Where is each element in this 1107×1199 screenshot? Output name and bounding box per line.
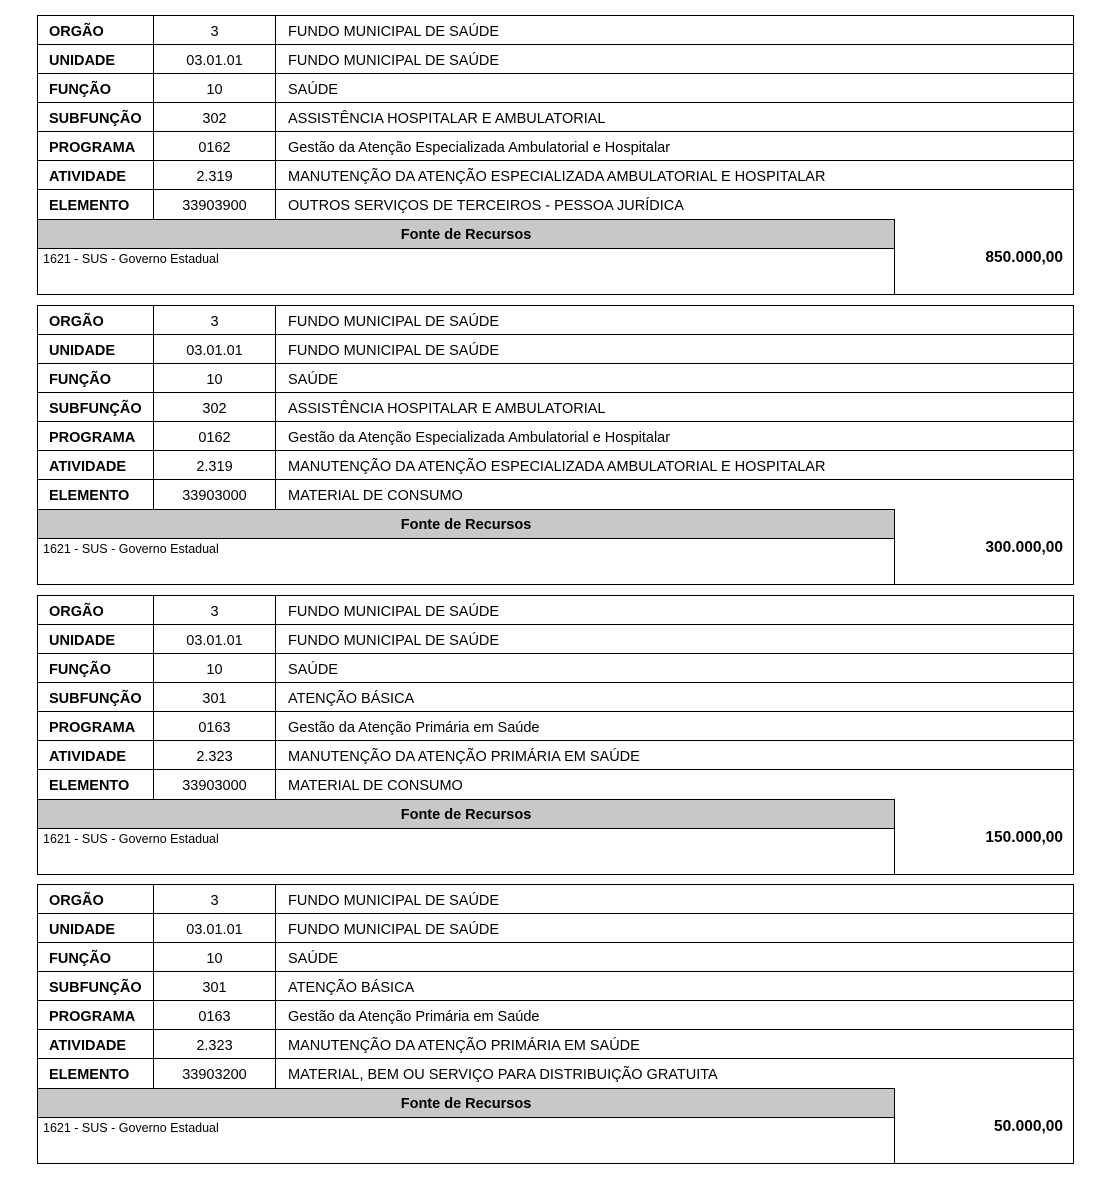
elemento-code: 33903200 — [154, 1059, 276, 1088]
subfuncao-label: SUBFUNÇÃO — [38, 103, 154, 131]
fonte-de-recursos-value: 1621 - SUS - Governo Estadual — [43, 832, 219, 846]
row-programa — [38, 132, 1073, 161]
row-atividade — [38, 451, 1073, 480]
funcao-label: FUNÇÃO — [38, 654, 154, 682]
programa-label: PROGRAMA — [38, 132, 154, 160]
budget-entry — [37, 884, 1074, 1164]
amount-value: 850.000,00 — [985, 249, 1063, 266]
elemento-code: 33903900 — [154, 190, 276, 219]
programa-code: 0163 — [154, 1001, 276, 1029]
unidade-description: FUNDO MUNICIPAL DE SAÚDE — [288, 53, 500, 69]
atividade-description: MANUTENÇÃO DA ATENÇÃO PRIMÁRIA EM SAÚDE — [288, 749, 640, 765]
row-subfuncao — [38, 393, 1073, 422]
subfuncao-code: 301 — [154, 683, 276, 711]
subfuncao-description: ATENÇÃO BÁSICA — [288, 980, 415, 996]
row-atividade — [38, 161, 1073, 190]
programa-code: 0162 — [154, 422, 276, 450]
subfuncao-code: 302 — [154, 393, 276, 421]
row-funcao — [38, 364, 1073, 393]
orgao-code: 3 — [154, 306, 276, 334]
subfuncao-description: ASSISTÊNCIA HOSPITALAR E AMBULATORIAL — [288, 401, 606, 417]
funcao-label: FUNÇÃO — [38, 74, 154, 102]
subfuncao-description: ASSISTÊNCIA HOSPITALAR E AMBULATORIAL — [288, 111, 606, 127]
row-unidade — [38, 335, 1073, 364]
orgao-label: ORGÃO — [38, 306, 154, 334]
atividade-label: ATIVIDADE — [38, 451, 154, 479]
row-programa — [38, 712, 1073, 741]
budget-entry — [37, 595, 1074, 875]
fonte-de-recursos-cell — [38, 249, 895, 294]
programa-label: PROGRAMA — [38, 422, 154, 450]
funcao-label: FUNÇÃO — [38, 364, 154, 392]
fonte-de-recursos-value: 1621 - SUS - Governo Estadual — [43, 252, 219, 266]
unidade-label: UNIDADE — [38, 335, 154, 363]
elemento-code: 33903000 — [154, 480, 276, 509]
row-programa — [38, 422, 1073, 451]
atividade-label: ATIVIDADE — [38, 161, 154, 189]
subfuncao-code: 301 — [154, 972, 276, 1000]
atividade-code: 2.323 — [154, 1030, 276, 1058]
atividade-description: MANUTENÇÃO DA ATENÇÃO PRIMÁRIA EM SAÚDE — [288, 1038, 640, 1054]
row-elemento — [38, 770, 1073, 799]
elemento-label: ELEMENTO — [38, 480, 154, 509]
amount-value: 300.000,00 — [985, 539, 1063, 556]
row-funcao — [38, 943, 1073, 972]
row-unidade — [38, 625, 1073, 654]
row-subfuncao — [38, 103, 1073, 132]
fonte-de-recursos-value: 1621 - SUS - Governo Estadual — [43, 1121, 219, 1135]
atividade-description: MANUTENÇÃO DA ATENÇÃO ESPECIALIZADA AMBULATORIAL E HOSPITALAR — [288, 169, 826, 185]
unidade-label: UNIDADE — [38, 45, 154, 73]
budget-entry — [37, 15, 1074, 295]
programa-description: Gestão da Atenção Especializada Ambulatorial e Hospitalar — [288, 430, 671, 446]
orgao-code: 3 — [154, 16, 276, 44]
row-orgao — [38, 596, 1073, 625]
row-orgao — [38, 16, 1073, 45]
elemento-description: MATERIAL DE CONSUMO — [288, 488, 463, 504]
funcao-label: FUNÇÃO — [38, 943, 154, 971]
row-atividade — [38, 1030, 1073, 1059]
row-elemento — [38, 480, 1073, 509]
row-elemento — [38, 190, 1073, 219]
subfuncao-label: SUBFUNÇÃO — [38, 972, 154, 1000]
unidade-description: FUNDO MUNICIPAL DE SAÚDE — [288, 922, 500, 938]
subfuncao-label: SUBFUNÇÃO — [38, 393, 154, 421]
row-atividade — [38, 741, 1073, 770]
elemento-label: ELEMENTO — [38, 1059, 154, 1088]
unidade-description: FUNDO MUNICIPAL DE SAÚDE — [288, 633, 500, 649]
row-orgao — [38, 885, 1073, 914]
budget-entry — [37, 305, 1074, 585]
subfuncao-code: 302 — [154, 103, 276, 131]
fonte-de-recursos-header: Fonte de Recursos — [38, 219, 895, 249]
row-subfuncao — [38, 683, 1073, 712]
programa-label: PROGRAMA — [38, 1001, 154, 1029]
funcao-code: 10 — [154, 74, 276, 102]
orgao-label: ORGÃO — [38, 16, 154, 44]
elemento-description: MATERIAL, BEM OU SERVIÇO PARA DISTRIBUIÇÃO GRATUITA — [288, 1067, 718, 1083]
funcao-code: 10 — [154, 364, 276, 392]
atividade-label: ATIVIDADE — [38, 741, 154, 769]
atividade-label: ATIVIDADE — [38, 1030, 154, 1058]
elemento-label: ELEMENTO — [38, 770, 154, 799]
orgao-description: FUNDO MUNICIPAL DE SAÚDE — [288, 893, 500, 909]
funcao-description: SAÚDE — [288, 662, 338, 678]
row-unidade — [38, 45, 1073, 74]
elemento-code: 33903000 — [154, 770, 276, 799]
atividade-code: 2.319 — [154, 161, 276, 189]
orgao-code: 3 — [154, 596, 276, 624]
fonte-de-recursos-cell — [38, 829, 895, 874]
atividade-description: MANUTENÇÃO DA ATENÇÃO ESPECIALIZADA AMBULATORIAL E HOSPITALAR — [288, 459, 826, 475]
elemento-description: OUTROS SERVIÇOS DE TERCEIROS - PESSOA JURÍDICA — [288, 198, 684, 214]
subfuncao-description: ATENÇÃO BÁSICA — [288, 691, 415, 707]
programa-description: Gestão da Atenção Primária em Saúde — [288, 1009, 540, 1025]
atividade-code: 2.319 — [154, 451, 276, 479]
subfuncao-label: SUBFUNÇÃO — [38, 683, 154, 711]
programa-description: Gestão da Atenção Especializada Ambulatorial e Hospitalar — [288, 140, 671, 156]
programa-description: Gestão da Atenção Primária em Saúde — [288, 720, 540, 736]
orgao-code: 3 — [154, 885, 276, 913]
row-funcao — [38, 654, 1073, 683]
unidade-code: 03.01.01 — [154, 45, 276, 73]
row-elemento — [38, 1059, 1073, 1088]
atividade-code: 2.323 — [154, 741, 276, 769]
amount-value: 50.000,00 — [994, 1118, 1063, 1135]
unidade-label: UNIDADE — [38, 625, 154, 653]
row-funcao — [38, 74, 1073, 103]
orgao-label: ORGÃO — [38, 885, 154, 913]
fonte-de-recursos-cell — [38, 539, 895, 584]
unidade-label: UNIDADE — [38, 914, 154, 942]
fonte-de-recursos-cell — [38, 1118, 895, 1163]
unidade-description: FUNDO MUNICIPAL DE SAÚDE — [288, 343, 500, 359]
elemento-description: MATERIAL DE CONSUMO — [288, 778, 463, 794]
orgao-description: FUNDO MUNICIPAL DE SAÚDE — [288, 24, 500, 40]
unidade-code: 03.01.01 — [154, 335, 276, 363]
unidade-code: 03.01.01 — [154, 914, 276, 942]
orgao-description: FUNDO MUNICIPAL DE SAÚDE — [288, 314, 500, 330]
orgao-description: FUNDO MUNICIPAL DE SAÚDE — [288, 604, 500, 620]
row-unidade — [38, 914, 1073, 943]
programa-label: PROGRAMA — [38, 712, 154, 740]
row-programa — [38, 1001, 1073, 1030]
funcao-code: 10 — [154, 654, 276, 682]
fonte-de-recursos-value: 1621 - SUS - Governo Estadual — [43, 542, 219, 556]
fonte-de-recursos-header: Fonte de Recursos — [38, 509, 895, 539]
row-subfuncao — [38, 972, 1073, 1001]
elemento-label: ELEMENTO — [38, 190, 154, 219]
fonte-de-recursos-header: Fonte de Recursos — [38, 799, 895, 829]
row-orgao — [38, 306, 1073, 335]
funcao-description: SAÚDE — [288, 372, 338, 388]
funcao-code: 10 — [154, 943, 276, 971]
unidade-code: 03.01.01 — [154, 625, 276, 653]
amount-value: 150.000,00 — [985, 829, 1063, 846]
fonte-de-recursos-header: Fonte de Recursos — [38, 1088, 895, 1118]
funcao-description: SAÚDE — [288, 82, 338, 98]
orgao-label: ORGÃO — [38, 596, 154, 624]
programa-code: 0163 — [154, 712, 276, 740]
programa-code: 0162 — [154, 132, 276, 160]
funcao-description: SAÚDE — [288, 951, 338, 967]
